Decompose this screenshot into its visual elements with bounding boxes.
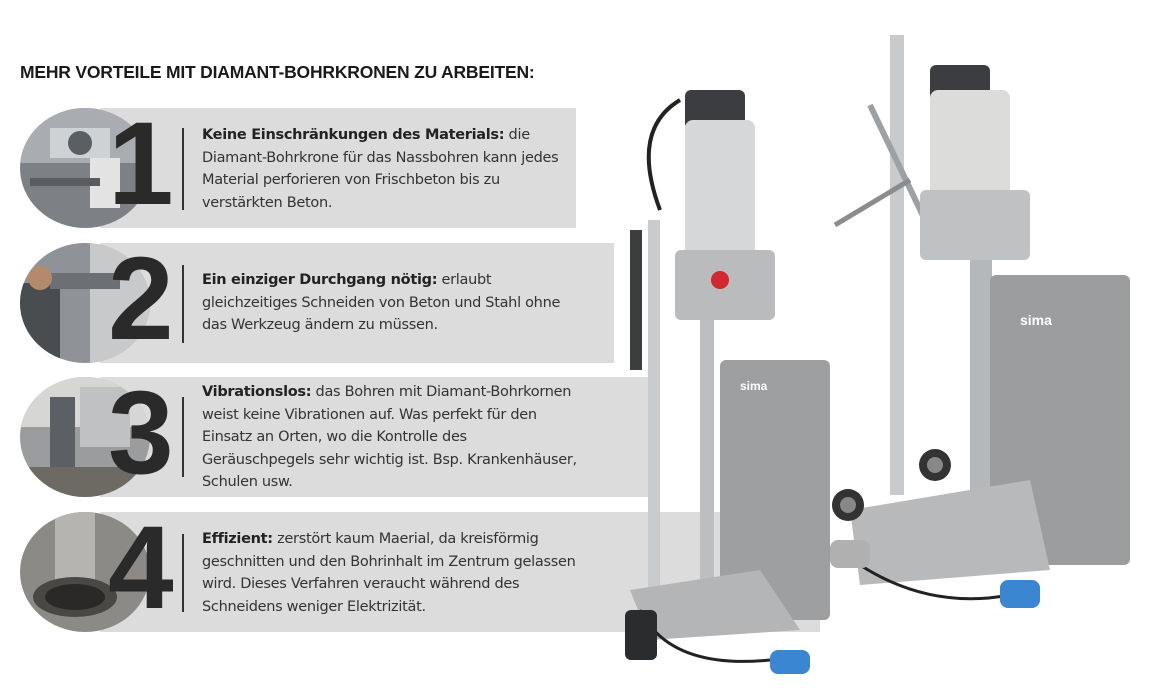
item-title: Ein einziger Durchgang nötig: [202,272,438,288]
item-text [202,124,572,214]
item-divider [182,534,184,612]
front-drill-rig [625,90,830,674]
item-body: zerstört kaum Maerial, da kreisförmig geschnitten und den Bohrinhalt im Zentrum gelassen wird. Dieses Verfahren veraucht während des Schneidens weniger Elektrizität. [202,531,576,615]
item-body: die Diamant-Bohrkrone für das Nassbohren kann jedes Material perforieren von Frischbeton bis zu verstärkten Beton. [202,127,559,211]
item-number: 3 [108,367,170,499]
page-heading: MEHR VORTEILE MIT DIAMANT-BOHRKRONEN ZU ARBEITEN: [20,62,535,82]
item-title: Vibrationslos: [202,384,312,400]
brand-label: sima [740,379,768,393]
item-divider [182,397,184,477]
item-text [202,381,582,494]
item-divider [182,265,184,343]
item-body: das Bohren mit Diamant-Bohrkornen weist keine Vibrationen auf. Was perfekt für den Einsatz an Orten, wo die Kontrolle des Geräuschpegels sehr wichtig ist. Bsp. Krankenhäuser, Schulen usw. [202,384,577,490]
core-drill-rigs-image [590,10,1150,690]
item-divider [182,128,184,210]
item-title: Keine Einschränkungen des Materials: [202,127,505,143]
item-text [202,528,582,618]
item-text [202,269,572,337]
item-number: 4 [108,502,170,634]
item-number: 2 [108,233,170,365]
brand-label: sima [1020,312,1052,328]
item-title: Effizient: [202,531,273,547]
item-body: erlaubt gleichzeitiges Schneiden von Beton und Stahl ohne das Werkzeug ändern zu müssen. [202,272,561,333]
rear-drill-rig [830,35,1130,608]
item-number: 1 [108,98,170,230]
